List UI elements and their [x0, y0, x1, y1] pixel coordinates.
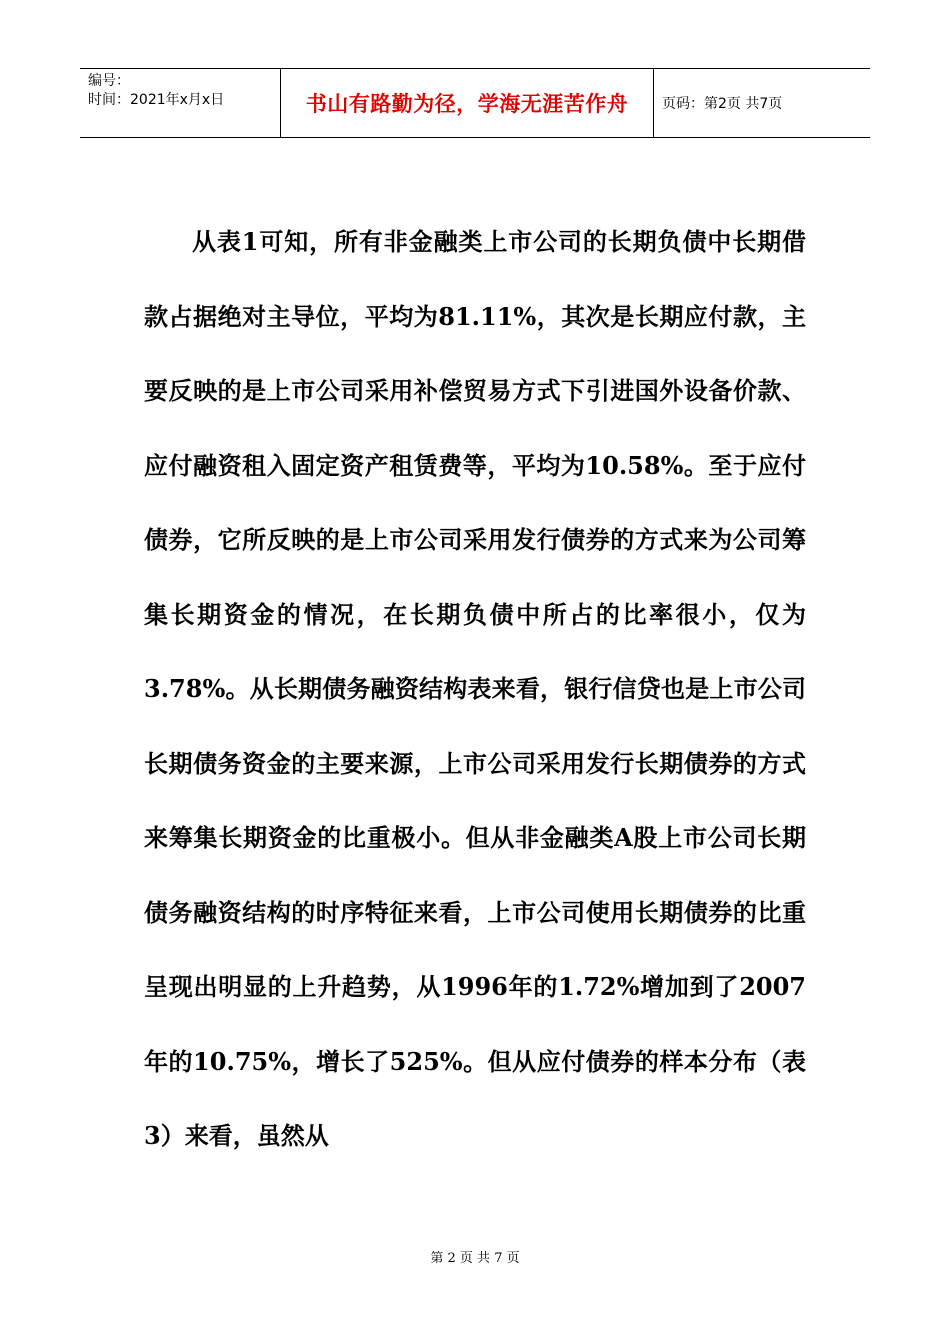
header-page-cell	[654, 69, 870, 137]
document-number-label: 编号：	[88, 73, 130, 89]
header-motto: 书山有路勤为径，学海无涯苦作舟	[305, 92, 629, 116]
page-header	[80, 68, 870, 138]
page-footer: 第 2 页 共 7 页	[430, 1251, 520, 1266]
document-body	[144, 205, 806, 1174]
document-time-label: 时间：2021年x月x日	[88, 92, 225, 108]
header-page-number: 页码：第2页 共7页	[662, 96, 783, 112]
header-motto-cell	[281, 69, 654, 137]
header-meta	[80, 69, 281, 137]
body-paragraph: 从表1可知，所有非金融类上市公司的长期负债中长期借款占据绝对主导位，平均为81.11%，其次是长期应付款，主要反映的是上市公司采用补偿贸易方式下引进国外设备价款、应付融资租入固定资产租赁费等，平均为10.58%。至于应付债券，它所反映的是上市公司采用发行债券的方式来为公司筹集长期资金的情况，在长期负债中所占的比率很小，仅为3.78%。从长期债务融资结构表来看，银行信贷也是上市公司长期债务资金的主要来源，上市公司采用发行长期债券的方式来筹集长期资金的比重极小。但从非金融类A股上市公司长期债务融资结构的时序特征来看，上市公司使用长期债券的比重呈现出明显的上升趋势，从1996年的1.72%增加到了2007年的10.75%，增长了525%。但从应付债券的样本分布（表3）来看，虽然从	[144, 227, 806, 1150]
